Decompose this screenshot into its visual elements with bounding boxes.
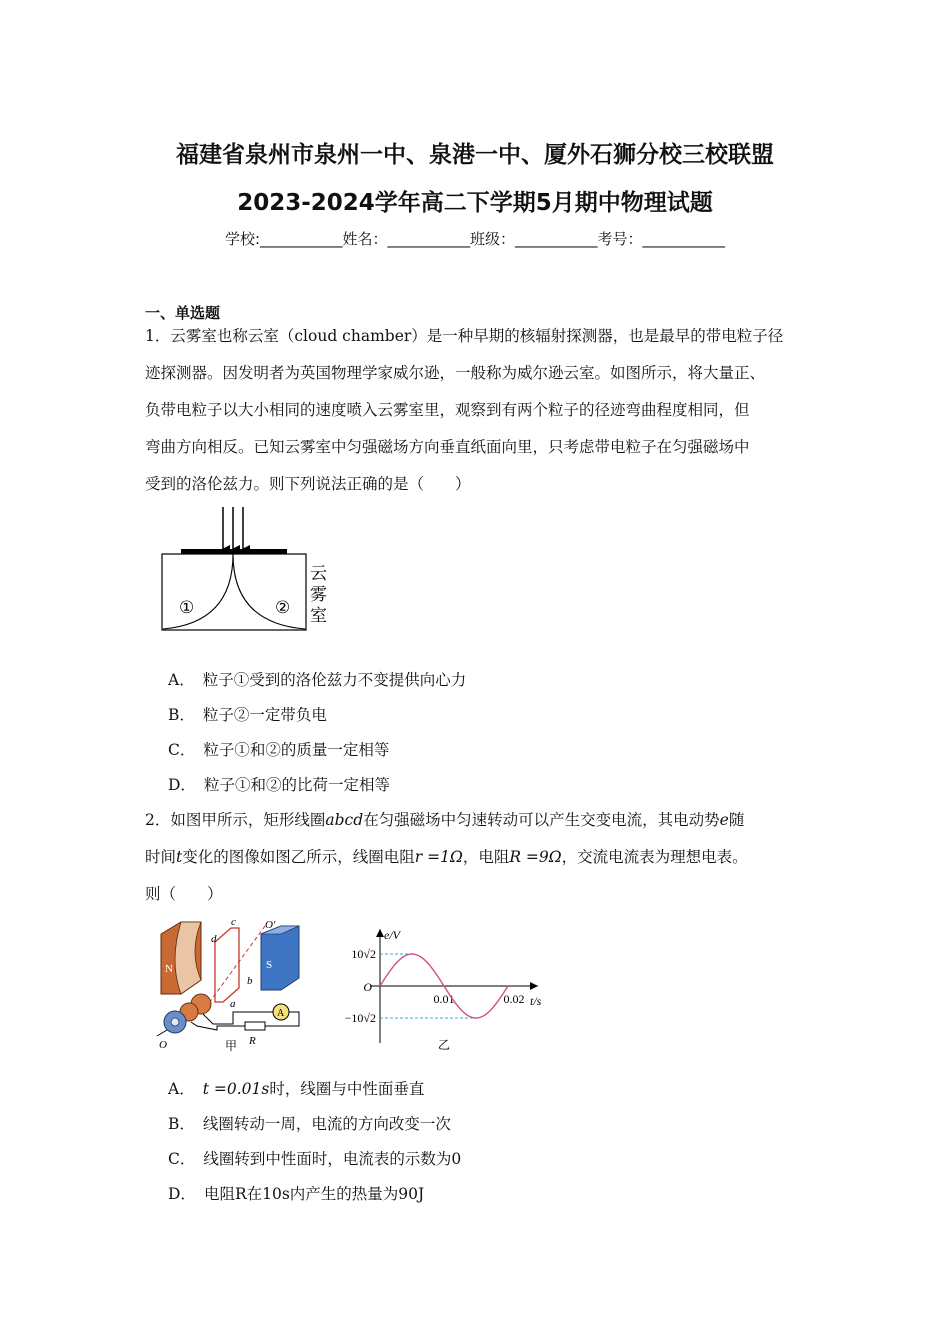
resistor-r [245,1022,265,1030]
side-label: 云 [310,564,327,583]
track-2 [233,554,305,629]
question-2-stem [145,802,815,913]
track-1 [163,554,233,629]
svg-text:b: b [247,975,253,987]
q2-option-d[interactable]: D． 电阻R在10s内产生的热量为90J [168,1185,425,1203]
caption-jia: 甲 [225,1039,238,1053]
q1-option-a[interactable]: A． 粒子①受到的洛伦兹力不变提供向心力 [168,671,467,689]
section-title: 一、单选题 [145,304,221,322]
south-label: S [266,959,273,971]
label-particle-1: ① [179,598,195,617]
origin-label: O [363,980,372,994]
q2-line-3: 则（ ） [145,885,223,903]
q2-option-b[interactable]: B． 线圈转动一周，电流的方向改变一次 [168,1115,451,1133]
x-tick-0-01: 0.01 [433,992,455,1006]
svg-text:A: A [277,1008,285,1019]
svg-text:O: O [159,1039,167,1051]
student-info-line: 学校:___________姓名：___________班级：___________考号：___________ [224,230,726,248]
south-magnet [261,926,299,990]
q1-line: 弯曲方向相反。已知云雾室中匀强磁场方向垂直纸面向里，只考虑带电粒子在匀强磁场中 [145,438,750,456]
coil-abcd [215,928,239,1002]
svg-text:a: a [230,998,236,1010]
y-axis-label: e/V [384,928,400,942]
title-line-1: 福建省泉州市泉州一中、泉港一中、厦外石狮分校三校联盟 [176,142,774,168]
wire [191,1022,245,1030]
q1-line: 1．云雾室也称云室（cloud chamber）是一种早期的核辐射探测器，也是最早的带电粒子径 [145,327,784,345]
q1-option-c[interactable]: C． 粒子①和②的质量一定相等 [168,741,390,759]
q1-option-d[interactable]: D． 粒子①和②的比荷一定相等 [168,776,390,794]
cloud-chamber-figure [155,503,345,635]
q2-line-1: 2．如图甲所示，矩形线圈abcd在匀强磁场中匀速转动可以产生交变电流，其电动势e随 [145,811,745,829]
q1-line: 负带电粒子以大小相同的速度喷入云雾室里，观察到有两个粒子的径迹弯曲程度相同，但 [145,401,750,419]
q1-line: 迹探测器。因发明者为英国物理学家威尔逊，一般称为威尔逊云室。如图所示，将大量正、 [145,364,766,382]
generator-figure [153,912,323,1057]
emf-time-chart [340,925,555,1057]
svg-text:c: c [231,916,236,928]
question-1-stem [145,318,815,503]
svg-text:d: d [211,933,217,945]
q2-option-c[interactable]: C． 线圈转到中性面时，电流表的示数为0 [168,1150,462,1168]
q2-option-a[interactable]: A． t =0.01s时，线圈与中性面垂直 [168,1080,425,1098]
svg-text:O′: O′ [265,919,276,931]
y-tick-min: −10√2 [344,1011,376,1025]
caption-yi: 乙 [438,1038,451,1052]
svg-text:R: R [249,1035,256,1047]
side-label: 室 [310,606,327,625]
label-particle-2: ② [275,598,291,617]
side-label: 雾 [310,585,327,604]
x-tick-0-02: 0.02 [503,992,525,1006]
q1-line: 受到的洛伦兹力。则下列说法正确的是（ ） [145,475,471,493]
q1-option-b[interactable]: B． 粒子②一定带负电 [168,706,327,724]
emitter-plate [181,549,287,554]
north-label: N [165,963,173,975]
q2-line-2: 时间t变化的图像如图乙所示，线圈电阻r =1Ω，电阻R =9Ω，交流电流表为理想电表。 [145,848,748,866]
x-axis-label: t/s [530,994,542,1008]
y-tick-max: 10√2 [351,947,376,961]
title-line-2: 2023-2024学年高二下学期5月期中物理试题 [237,190,713,216]
